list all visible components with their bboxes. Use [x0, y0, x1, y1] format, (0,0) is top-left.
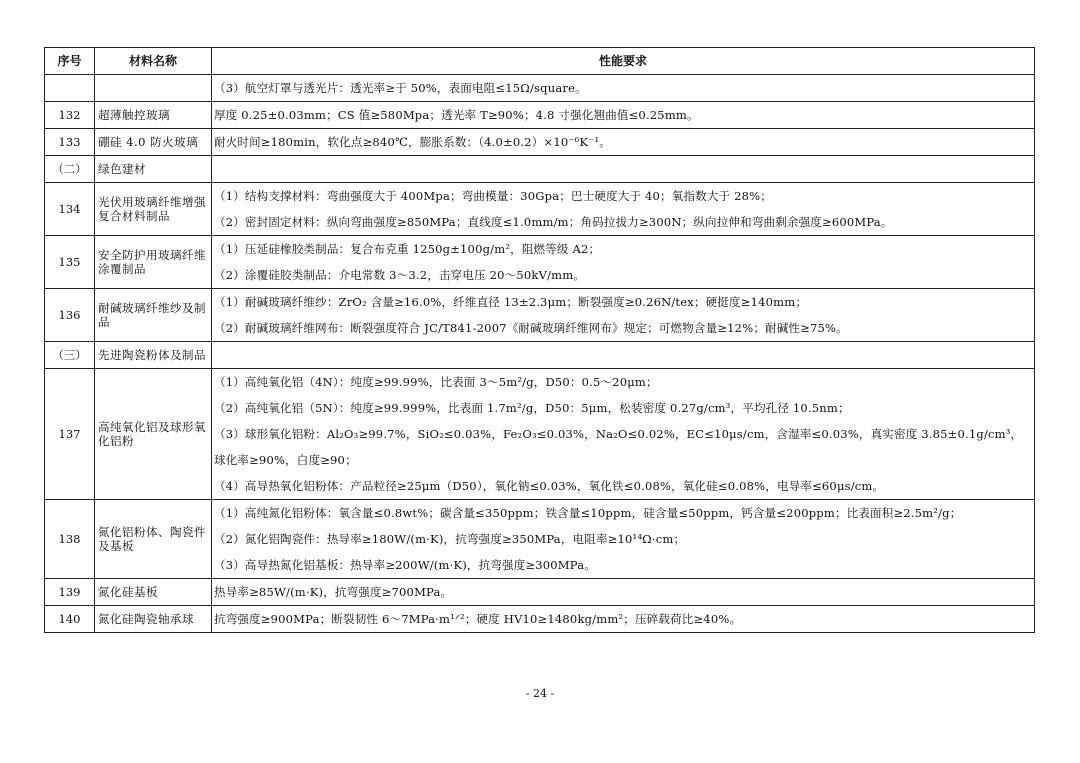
material-name: 氮化硅陶瓷轴承球 — [95, 606, 212, 633]
material-name: 氮化硅基板 — [95, 579, 212, 606]
requirement-line: （3）高导热氮化铝基板：热导率≥200W/(m·K)，抗弯强度≥300MPa。 — [214, 558, 596, 572]
row-number: 135 — [45, 236, 95, 289]
materials-table — [44, 47, 1035, 633]
row-number: 140 — [45, 606, 95, 633]
material-name: 耐碱玻璃纤维纱及制品 — [95, 289, 212, 342]
requirement-line: （2）涂覆硅胶类制品：介电常数 3～3.2，击穿电压 20～50kV/mm。 — [214, 268, 586, 282]
table-row — [45, 156, 1035, 183]
row-number: 134 — [45, 183, 95, 236]
page-number: - 24 - — [525, 687, 555, 700]
table-row — [45, 289, 1035, 342]
material-name: 超薄触控玻璃 — [95, 102, 212, 129]
performance-requirements — [212, 500, 1035, 579]
table-row — [45, 369, 1035, 500]
performance-requirements — [212, 289, 1035, 342]
requirement-line: （2）高纯氧化铝（5N）：纯度≥99.999%，比表面 1.7m²/g，D50：5μm，松装密度 0.27g/cm³，平均孔径 10.5nm； — [214, 401, 850, 415]
row-number: 139 — [45, 579, 95, 606]
performance-requirements — [212, 342, 1035, 369]
requirement-line: （1）压延硅橡胶类制品：复合布克重 1250g±100g/m²，阻燃等级 A2； — [214, 242, 601, 256]
header-no: 序号 — [45, 48, 95, 75]
material-name: 安全防护用玻璃纤维涂覆制品 — [95, 236, 212, 289]
row-number: 133 — [45, 129, 95, 156]
performance-requirements — [212, 102, 1035, 129]
requirement-line: 球化率≥90%，白度≥90； — [214, 453, 357, 467]
requirement-line: （3）航空灯罩与透光片：透光率≥于 50%，表面电阻≤15Ω/square。 — [214, 81, 587, 95]
table-header-row — [45, 48, 1035, 75]
header-requirements: 性能要求 — [212, 48, 1035, 75]
material-name: 绿色建材 — [95, 156, 212, 183]
row-number: 132 — [45, 102, 95, 129]
requirement-line: （1）高纯氧化铝（4N）：纯度≥99.99%，比表面 3～5m²/g，D50：0.5～20μm； — [214, 375, 658, 389]
row-number: （三） — [45, 342, 95, 369]
table-row — [45, 500, 1035, 579]
performance-requirements — [212, 579, 1035, 606]
performance-requirements — [212, 236, 1035, 289]
requirement-line: 抗弯强度≥900MPa；断裂韧性 6～7MPa·m¹ᐟ²；硬度 HV10≥1480kg/mm²；压碎载荷比≥40%。 — [214, 612, 742, 626]
requirement-line: （1）高纯氮化铝粉体：氧含量≤0.8wt%；碳含量≤350ppm；铁含量≤10ppm，硅含量≤50ppm，钙含量≤200ppm；比表面积≥2.5m²/g； — [214, 506, 962, 520]
requirement-line: （1）结构支撑材料：弯曲强度大于 400Mpa；弯曲模量：30Gpa；巴士硬度大于 40；氧指数大于 28%； — [214, 189, 772, 203]
row-number: 138 — [45, 500, 95, 579]
material-name: 先进陶瓷粉体及制品 — [95, 342, 212, 369]
table-row — [45, 579, 1035, 606]
row-number — [45, 75, 95, 102]
requirement-line: 厚度 0.25±0.03mm；CS 值≥580Mpa；透光率 T≥90%；4.8 寸强化翘曲值≤0.25mm。 — [214, 108, 699, 122]
header-material-name: 材料名称 — [95, 48, 212, 75]
material-name: 光伏用玻璃纤维增强复合材料制品 — [95, 183, 212, 236]
table-row — [45, 75, 1035, 102]
material-name: 氮化铝粉体、陶瓷件及基板 — [95, 500, 212, 579]
performance-requirements — [212, 369, 1035, 500]
requirement-line: （1）耐碱玻璃纤维纱：ZrO₂ 含量≥16.0%，纤维直径 13±2.3μm；断裂强度≥0.26N/tex；硬挺度≥140mm； — [214, 295, 808, 309]
requirement-line: （2）氮化铝陶瓷件：热导率≥180W/(m·K)，抗弯强度≥350MPa，电阻率≥10¹⁴Ω·cm； — [214, 532, 686, 546]
material-name: 硼硅 4.0 防火玻璃 — [95, 129, 212, 156]
requirement-line: （2）耐碱玻璃纤维网布：断裂强度符合 JC/T841-2007《耐碱玻璃纤维网布》规定；可燃物含量≥12%；耐碱性≥75%。 — [214, 321, 848, 335]
document-page — [44, 47, 1034, 633]
table-row — [45, 236, 1035, 289]
table-row — [45, 342, 1035, 369]
table-row — [45, 129, 1035, 156]
performance-requirements — [212, 75, 1035, 102]
requirement-line: （3）球形氧化铝粉：Al₂O₃≥99.7%，SiO₂≤0.03%，Fe₂O₃≤0.03%，Na₂O≤0.02%，EC≤10μs/cm，含湿率≤0.03%，真实密度 3.85±0.1g/cm³， — [214, 427, 1023, 441]
table-row — [45, 102, 1035, 129]
requirement-line: 热导率≥85W/(m·K)，抗弯强度≥700MPa。 — [214, 585, 453, 599]
requirement-line: 耐火时间≥180min，软化点≥840℃，膨胀系数：（4.0±0.2）×10⁻⁶K⁻¹。 — [214, 135, 612, 149]
requirement-line: （2）密封固定材料：纵向弯曲强度≥850MPa；直线度≤1.0mm/m；角码拉拔力≥300N；纵向拉伸和弯曲剩余强度≥600MPa。 — [214, 215, 893, 229]
performance-requirements — [212, 606, 1035, 633]
performance-requirements — [212, 183, 1035, 236]
material-name — [95, 75, 212, 102]
table-row — [45, 606, 1035, 633]
material-name: 高纯氧化铝及球形氧化铝粉 — [95, 369, 212, 500]
requirement-line: （4）高导热氧化铝粉体：产品粒径≥25μm（D50），氧化钠≤0.03%，氧化铁≤0.08%，氧化硅≤0.08%，电导率≤60μs/cm。 — [214, 479, 885, 493]
row-number: 136 — [45, 289, 95, 342]
row-number: 137 — [45, 369, 95, 500]
table-row — [45, 183, 1035, 236]
performance-requirements — [212, 129, 1035, 156]
row-number: （二） — [45, 156, 95, 183]
performance-requirements — [212, 156, 1035, 183]
